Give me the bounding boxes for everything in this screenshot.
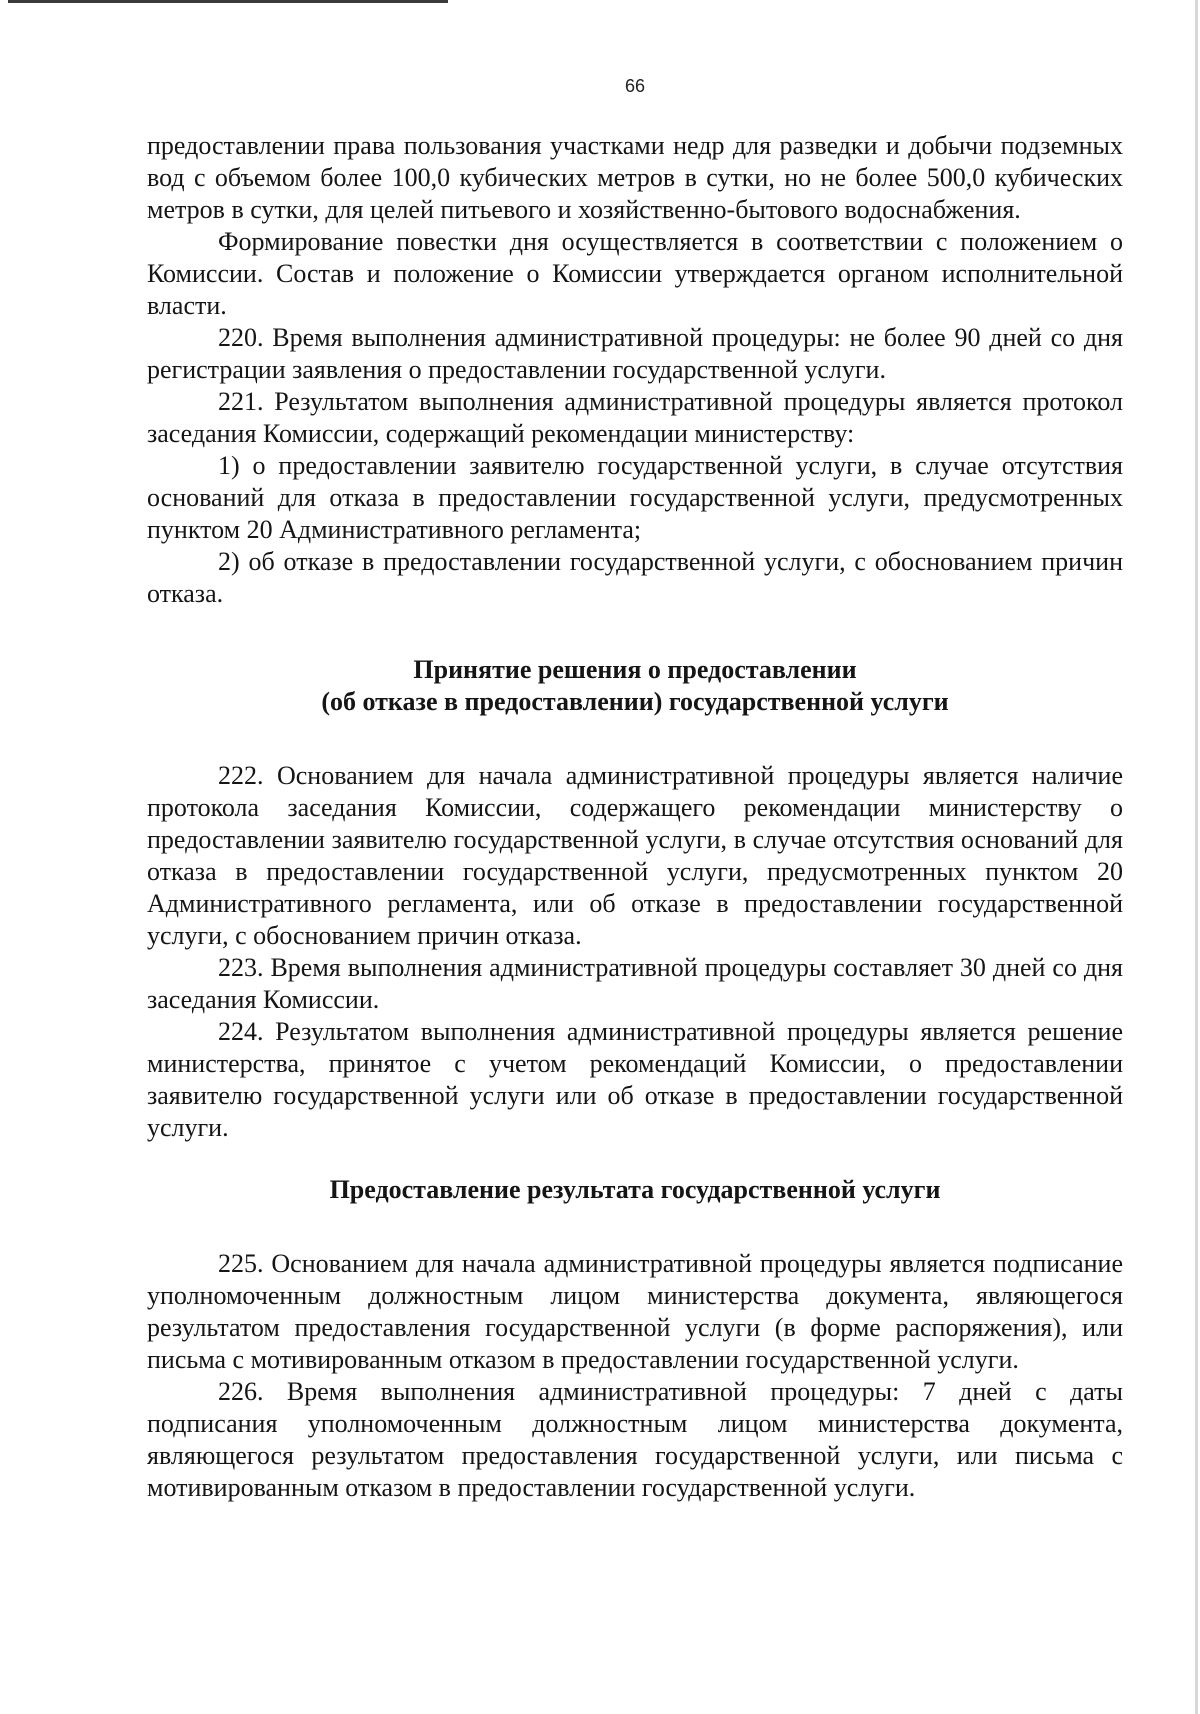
list-item-2: 2) об отказе в предоставлении государственной услуги, с обоснованием причин отказа. — [147, 547, 1123, 608]
section-heading-decision-line1: Принятие решения о предоставлении — [413, 655, 857, 684]
paragraph-222: 222. Основанием для начала административной процедуры является наличие протокола заседания Комиссии, содержащего рекомендации министерству о предоставлении заявителю государственной услуги, в случае отсутствия оснований для отказа в предоставлении государственной услуги, предусмотренных пунктом 20 Административного регламента, или об отказе в предоставлении государственной услуги, с обоснованием причин отказа. — [147, 761, 1123, 950]
paragraph-224: 224. Результатом выполнения административной процедуры является решение министерства, принятое с учетом рекомендаций Комиссии, о предоставлении заявителю государственной услуги или об отказе в предоставлении государственной услуги. — [147, 1017, 1123, 1142]
paragraph-225: 225. Основанием для начала административной процедуры является подписание уполномоченным должностным лицом министерства документа, являющегося результатом предоставления государственной услуги (в форме распоряжения), или письма с мотивированным отказом в предоставлении государственной услуги. — [147, 1249, 1123, 1374]
paragraph-agenda: Формирование повестки дня осуществляется в соответствии с положением о Комиссии. Состав и положение о Комиссии утверждается органом исполнительной власти. — [147, 227, 1123, 320]
paragraph-220: 220. Время выполнения административной процедуры: не более 90 дней со дня регистрации заявления о предоставлении государственной услуги. — [147, 323, 1123, 384]
paragraph-continuation: предоставлении права пользования участками недр для разведки и добычи подземных вод с объемом более 100,0 кубических метров в сутки, но не более 500,0 кубических метров в сутки, для целей питьевого и хозяйственно-бытового водоснабжения. — [147, 131, 1123, 224]
page-number: 66 — [624, 76, 646, 96]
document-body — [147, 130, 1123, 1504]
scan-edge-right — [1195, 0, 1198, 1714]
section-heading-decision-line2: (об отказе в предоставлении) государственной услуги — [321, 687, 949, 716]
section-heading-result: Предоставление результата государственной услуги — [329, 1175, 941, 1204]
list-item-1: 1) о предоставлении заявителю государственной услуги, в случае отсутствия оснований для отказа в предоставлении государственной услуги, предусмотренных пунктом 20 Административного регламента; — [147, 451, 1123, 544]
paragraph-223: 223. Время выполнения административной процедуры составляет 30 дней со дня заседания Комиссии. — [147, 953, 1123, 1014]
paragraph-226: 226. Время выполнения административной процедуры: 7 дней с даты подписания уполномоченным должностным лицом министерства документа, являющегося результатом предоставления государственной услуги, или письма с мотивированным отказом в предоставлении государственной услуги. — [147, 1377, 1123, 1502]
scan-edge-top — [8, 0, 448, 3]
paragraph-221: 221. Результатом выполнения административной процедуры является протокол заседания Комиссии, содержащий рекомендации министерству: — [147, 387, 1123, 448]
section-heading-decision — [147, 654, 1123, 718]
